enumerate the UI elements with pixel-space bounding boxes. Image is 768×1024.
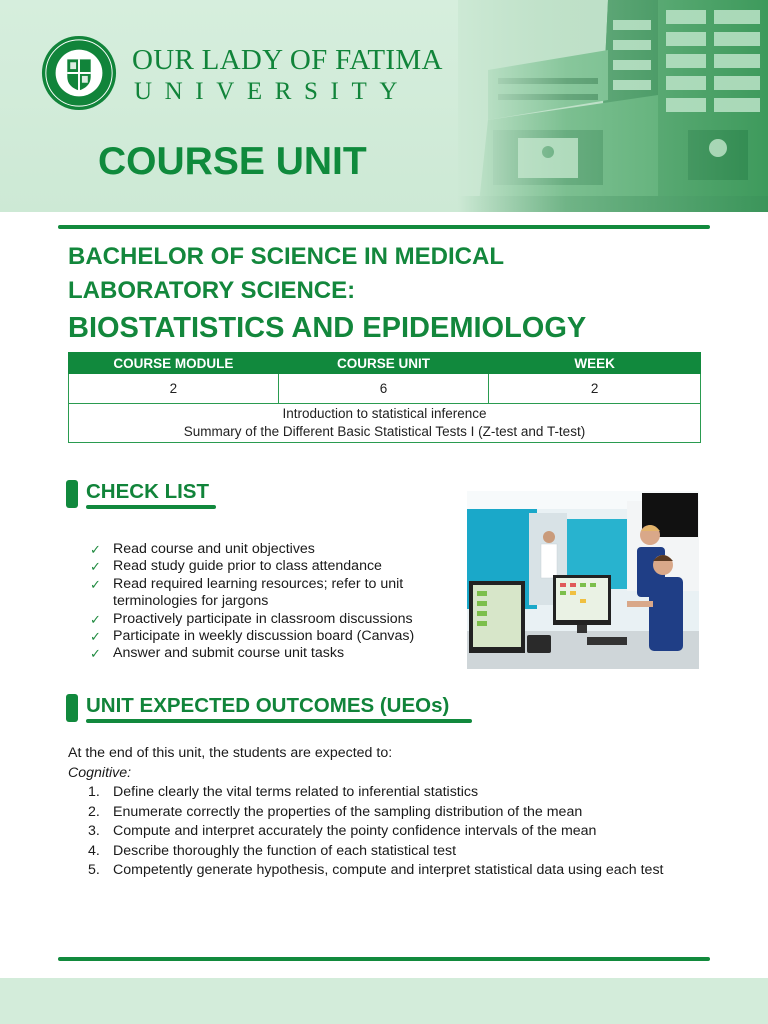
- list-item: ✓ Read study guide prior to class attendance: [90, 558, 382, 575]
- check-icon: ✓: [90, 559, 101, 575]
- cell-topics: [69, 404, 701, 443]
- cell-course-module: 2: [69, 374, 279, 404]
- cell-week: 2: [489, 374, 701, 404]
- list-item: 1. Define clearly the vital terms related to inferential statistics: [88, 784, 479, 800]
- check-icon: ✓: [90, 542, 101, 557]
- header-week: WEEK: [489, 353, 701, 374]
- program-line1: BACHELOR OF SCIENCE IN MEDICAL: [68, 243, 505, 270]
- outcomes-domain: Cognitive:: [68, 764, 132, 781]
- outcomes-list: [88, 783, 663, 881]
- cell-course-unit: 6: [278, 374, 489, 404]
- checklist: [90, 541, 420, 663]
- laboratory-photo: [467, 491, 699, 669]
- page-title: COURSE UNIT: [98, 140, 367, 183]
- top-divider: [58, 225, 710, 229]
- list-item: 3. Compute and interpret accurately the pointy confidence intervals of the mean: [88, 823, 597, 840]
- check-icon: ✓: [90, 646, 101, 662]
- outcomes-intro-text: At the end of this unit, the students are expected to:: [68, 745, 393, 761]
- heading-underline: [86, 505, 216, 509]
- checklist-title: CHECK LIST: [86, 480, 209, 503]
- heading-bar: [66, 480, 78, 508]
- check-icon: ✓: [90, 576, 101, 592]
- program-line2: LABORATORY SCIENCE:: [68, 277, 356, 304]
- university-building-photo: [458, 0, 768, 212]
- table-row: [69, 404, 701, 443]
- bottom-divider: [58, 957, 710, 961]
- footer-band: [0, 978, 768, 1024]
- course-title: BIOSTATISTICS AND EPIDEMIOLOGY: [68, 312, 587, 344]
- list-item: 5. Competently generate hypothesis, compute and interpret statistical data using each test: [88, 862, 664, 879]
- header-course-module: COURSE MODULE: [69, 353, 279, 374]
- list-item: 2. Enumerate correctly the properties of the sampling distribution of the mean: [88, 803, 583, 820]
- list-item: ✓ Participate in weekly discussion board (Canvas): [90, 628, 415, 645]
- university-name-line1: OUR LADY OF FATIMA: [132, 44, 443, 76]
- list-item: 4. Describe thoroughly the function of each statistical test: [88, 842, 457, 859]
- header-banner: [0, 0, 768, 212]
- check-icon: ✓: [90, 611, 101, 627]
- list-item: ✓ Proactively participate in classroom discussions: [90, 610, 413, 627]
- university-seal-icon: [40, 34, 118, 112]
- heading-underline: [86, 719, 472, 723]
- outcomes-intro: [68, 744, 392, 783]
- check-icon: ✓: [90, 629, 101, 645]
- table-header-row: [69, 353, 701, 374]
- module-table: [68, 352, 701, 443]
- list-item: ✓ Read required learning resources; refer to unit terminologies for jargons: [90, 575, 404, 610]
- topic-line: Introduction to statistical inference: [282, 406, 487, 421]
- list-item: ✓ Answer and submit course unit tasks: [90, 645, 345, 662]
- program-title: [68, 240, 586, 348]
- list-item: ✓ Read course and unit objectives: [90, 541, 315, 557]
- outcomes-title: UNIT EXPECTED OUTCOMES (UEOs): [86, 694, 450, 717]
- topic-line: Summary of the Different Basic Statistical Tests I (Z-test and T-test): [183, 424, 586, 439]
- header-course-unit: COURSE UNIT: [278, 353, 489, 374]
- heading-bar: [66, 694, 78, 722]
- table-row: [69, 374, 701, 404]
- university-name-line2: UNIVERSITY: [134, 78, 410, 105]
